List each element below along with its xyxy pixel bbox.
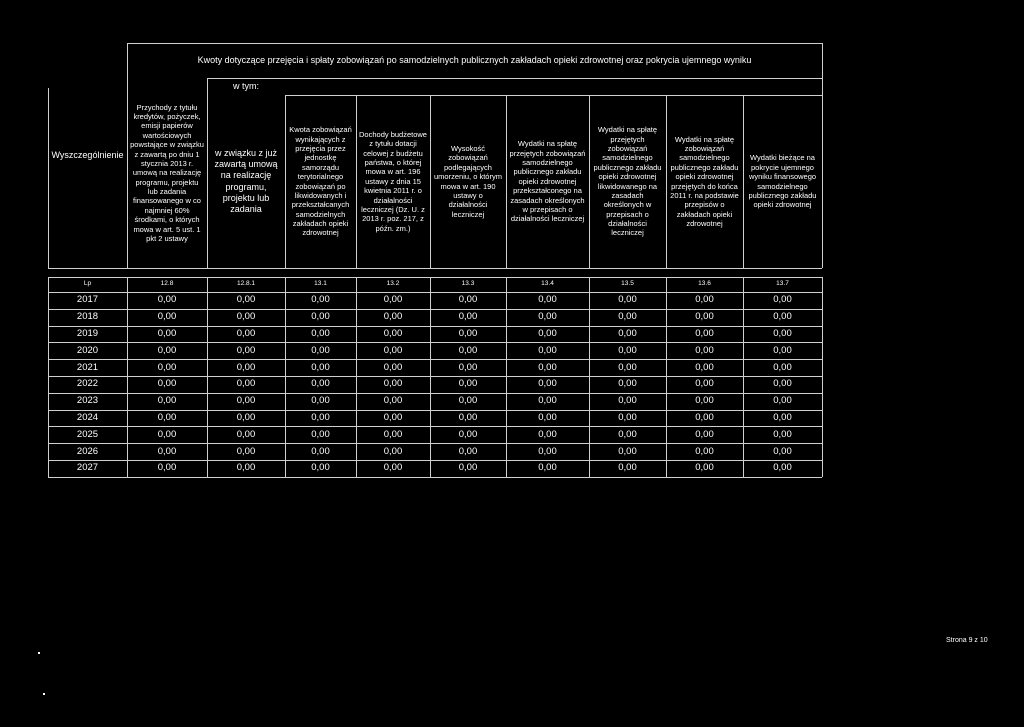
page-speck — [38, 652, 40, 654]
table-cell: 0,00 — [773, 328, 792, 340]
table-cell: 0,00 — [458, 344, 478, 356]
rule — [285, 95, 822, 96]
rule — [207, 78, 208, 268]
table-cell: 0,00 — [695, 344, 714, 356]
table-cell: 0,00 — [236, 328, 256, 340]
row-year: 2021 — [76, 361, 99, 373]
rule — [48, 292, 822, 293]
table-cell: 0,00 — [458, 462, 478, 474]
lp-number: 13.4 — [541, 280, 554, 288]
table-cell: 0,00 — [538, 294, 557, 306]
table-cell: 0,00 — [458, 445, 478, 457]
table-cell: 0,00 — [157, 361, 177, 373]
table-cell: 0,00 — [695, 412, 714, 424]
table-cell: 0,00 — [236, 361, 256, 373]
row-label-header: Wyszczególnienie — [51, 149, 124, 160]
table-cell: 0,00 — [236, 412, 256, 424]
table-cell: 0,00 — [773, 361, 792, 373]
table-cell: 0,00 — [618, 412, 637, 424]
column-header: Wysokość zobowiązań podlegających umorzeniu, o którym mowa w art. 190 ustawy o działalności leczniczej — [434, 144, 502, 219]
column-header: Dochody budżetowe z tytułu dotacji celowej z budżetu państwa, o której mowa w art. 196 ustawy z dnia 15 kwietnia 2011 r. o działalności leczniczej (Dz. U. z 2013 r. poz. 217, z późn. zm.) — [359, 129, 427, 233]
lp-number: 12.8.1 — [236, 280, 256, 288]
table-cell: 0,00 — [311, 445, 330, 457]
table-cell: 0,00 — [236, 428, 256, 440]
table-cell: 0,00 — [538, 462, 557, 474]
table-cell: 0,00 — [157, 344, 177, 356]
table-cell: 0,00 — [773, 395, 792, 407]
table-cell: 0,00 — [236, 395, 256, 407]
rule — [48, 443, 822, 444]
table-cell: 0,00 — [383, 395, 403, 407]
page-number: Strona 9 z 10 — [946, 637, 988, 644]
table-cell: 0,00 — [458, 428, 478, 440]
lp-number: 13.2 — [386, 280, 400, 288]
row-year: 2023 — [76, 395, 99, 407]
rule — [48, 342, 822, 343]
table-cell: 0,00 — [383, 412, 403, 424]
table-cell: 0,00 — [773, 344, 792, 356]
w-tym-label: w tym: — [233, 80, 259, 91]
table-cell: 0,00 — [538, 311, 557, 323]
table-cell: 0,00 — [458, 378, 478, 390]
table-cell: 0,00 — [383, 311, 403, 323]
table-cell: 0,00 — [458, 361, 478, 373]
rule — [48, 268, 822, 269]
rule — [666, 95, 667, 268]
table-cell: 0,00 — [773, 378, 792, 390]
rule — [506, 95, 507, 268]
rule — [430, 277, 431, 477]
row-year: 2027 — [76, 462, 99, 474]
table-cell: 0,00 — [538, 378, 557, 390]
table-cell: 0,00 — [383, 428, 403, 440]
column-header: Wydatki bieżące na pokrycie ujemnego wyniku finansowego samodzielnego publicznego zakładu opieki zdrowotnej — [748, 153, 817, 210]
table-cell: 0,00 — [236, 445, 256, 457]
lp-number: 13.3 — [461, 280, 475, 288]
table-cell: 0,00 — [236, 462, 256, 474]
table-cell: 0,00 — [695, 294, 714, 306]
row-year: 2022 — [76, 378, 99, 390]
column-header: w związku z już zawartą umową na realizację programu, projektu lub zadania — [214, 147, 278, 214]
table-cell: 0,00 — [618, 428, 637, 440]
lp-number: 12.8 — [160, 280, 174, 288]
table-cell: 0,00 — [458, 311, 478, 323]
table-cell: 0,00 — [311, 412, 330, 424]
table-cell: 0,00 — [311, 361, 330, 373]
rule — [822, 43, 823, 268]
table-cell: 0,00 — [236, 294, 256, 306]
table-cell: 0,00 — [695, 378, 714, 390]
rule — [356, 95, 357, 268]
table-cell: 0,00 — [458, 412, 478, 424]
rule — [207, 78, 822, 79]
table-cell: 0,00 — [236, 311, 256, 323]
lp-number: 13.7 — [776, 280, 789, 288]
table-cell: 0,00 — [618, 294, 637, 306]
rule — [48, 393, 822, 394]
rule — [743, 277, 744, 477]
table-cell: 0,00 — [618, 328, 637, 340]
table-cell: 0,00 — [383, 344, 403, 356]
table-cell: 0,00 — [383, 294, 403, 306]
table-cell: 0,00 — [618, 344, 637, 356]
table-cell: 0,00 — [695, 462, 714, 474]
table-cell: 0,00 — [538, 445, 557, 457]
table-cell: 0,00 — [538, 395, 557, 407]
table-cell: 0,00 — [773, 462, 792, 474]
table-cell: 0,00 — [458, 395, 478, 407]
page-speck — [43, 693, 45, 695]
table-cell: 0,00 — [773, 311, 792, 323]
rule — [589, 95, 590, 268]
table-cell: 0,00 — [538, 412, 557, 424]
table-cell: 0,00 — [695, 361, 714, 373]
table-cell: 0,00 — [157, 328, 177, 340]
table-cell: 0,00 — [618, 395, 637, 407]
rule — [48, 277, 822, 278]
table-cell: 0,00 — [157, 462, 177, 474]
lp-number: 13.1 — [314, 280, 327, 288]
table-cell: 0,00 — [773, 428, 792, 440]
table-cell: 0,00 — [538, 344, 557, 356]
table-cell: 0,00 — [695, 428, 714, 440]
column-header: Przychody z tytułu kredytów, pożyczek, emisji papierów wartościowych powstające w związku z zawartą po dniu 1 stycznia 2013 r. umową na realizację programu, projektu lub zadania finansowanego w co najmniej 60% środkami, o których mowa w art. 5 ust. 1 pkt 2 ustawy — [130, 102, 204, 243]
table-cell: 0,00 — [695, 445, 714, 457]
table-main-header: Kwoty dotyczące przejęcia i spłaty zobowiązań po samodzielnych publicznych zakładach opieki zdrowotnej oraz pokrycia ujemnego wyniku — [197, 54, 752, 65]
table-cell: 0,00 — [157, 428, 177, 440]
row-year: 2017 — [76, 294, 99, 306]
table-cell: 0,00 — [311, 428, 330, 440]
table-cell: 0,00 — [618, 462, 637, 474]
row-year: 2024 — [76, 412, 99, 424]
table-cell: 0,00 — [618, 445, 637, 457]
table-cell: 0,00 — [773, 445, 792, 457]
rule — [589, 277, 590, 477]
table-cell: 0,00 — [383, 361, 403, 373]
table-cell: 0,00 — [383, 378, 403, 390]
table-cell: 0,00 — [311, 311, 330, 323]
column-header: Wydatki na spłatę zobowiązań samodzielnego publicznego zakładu opieki zdrowotnej przejętych do końca 2011 r. na podstawie przepisów o zakładach opieki zdrowotnej — [670, 134, 739, 228]
table-cell: 0,00 — [383, 462, 403, 474]
rule — [207, 277, 208, 477]
table-cell: 0,00 — [157, 294, 177, 306]
table-cell: 0,00 — [311, 294, 330, 306]
table-cell: 0,00 — [311, 344, 330, 356]
rule — [48, 277, 49, 477]
table-cell: 0,00 — [311, 462, 330, 474]
table-cell: 0,00 — [618, 378, 637, 390]
table-cell: 0,00 — [773, 294, 792, 306]
row-year: 2025 — [76, 428, 99, 440]
table-cell: 0,00 — [618, 311, 637, 323]
rule — [743, 95, 744, 268]
table-cell: 0,00 — [157, 395, 177, 407]
table-cell: 0,00 — [383, 445, 403, 457]
rule — [48, 309, 822, 310]
table-cell: 0,00 — [383, 328, 403, 340]
lp-label: Lp — [83, 280, 92, 288]
table-cell: 0,00 — [695, 311, 714, 323]
table-cell: 0,00 — [157, 412, 177, 424]
table-cell: 0,00 — [695, 328, 714, 340]
rule — [127, 277, 128, 477]
table-cell: 0,00 — [695, 395, 714, 407]
rule — [48, 88, 49, 268]
column-header: Kwota zobowiązań wynikających z przejęcia przez jednostkę samorządu terytorialnego zobowiązań po likwidowanych i przekształcanych samodzielnych zakładach opieki zdrowotnej — [289, 125, 352, 238]
row-year: 2020 — [76, 344, 99, 356]
rule — [285, 277, 286, 477]
rule — [48, 359, 822, 360]
table-cell: 0,00 — [236, 378, 256, 390]
rule — [127, 43, 822, 44]
table-cell: 0,00 — [538, 361, 557, 373]
table-cell: 0,00 — [236, 344, 256, 356]
table-cell: 0,00 — [538, 328, 557, 340]
rule — [356, 277, 357, 477]
rule — [430, 95, 431, 268]
table-cell: 0,00 — [311, 395, 330, 407]
rule — [666, 277, 667, 477]
table-cell: 0,00 — [157, 378, 177, 390]
table-cell: 0,00 — [157, 445, 177, 457]
rule — [48, 477, 822, 478]
table-cell: 0,00 — [538, 428, 557, 440]
table-cell: 0,00 — [311, 378, 330, 390]
row-year: 2019 — [76, 328, 99, 340]
table-cell: 0,00 — [618, 361, 637, 373]
rule — [48, 426, 822, 427]
rule — [506, 277, 507, 477]
rule — [48, 410, 822, 411]
rule — [48, 376, 822, 377]
lp-number: 13.5 — [621, 280, 634, 288]
row-year: 2018 — [76, 311, 99, 323]
rule — [48, 326, 822, 327]
rule — [285, 95, 286, 268]
rule — [127, 43, 128, 268]
column-header: Wydatki na spłatę przejętych zobowiązań samodzielnego publicznego zakładu opieki zdrowotnej likwidowanego na zasadach określonych w przepisach o działalności leczniczej — [593, 125, 662, 238]
table-cell: 0,00 — [311, 328, 330, 340]
column-header: Wydatki na spłatę przejętych zobowiązań samodzielnego publicznego zakładu opieki zdrowotnej przekształconego na zasadach określonych w przepisach o działalności leczniczej — [509, 139, 586, 224]
rule — [822, 277, 823, 477]
table-cell: 0,00 — [458, 294, 478, 306]
lp-number: 13.6 — [698, 280, 711, 288]
table-cell: 0,00 — [458, 328, 478, 340]
table-cell: 0,00 — [157, 311, 177, 323]
table-cell: 0,00 — [773, 412, 792, 424]
row-year: 2026 — [76, 445, 99, 457]
rule — [48, 460, 822, 461]
